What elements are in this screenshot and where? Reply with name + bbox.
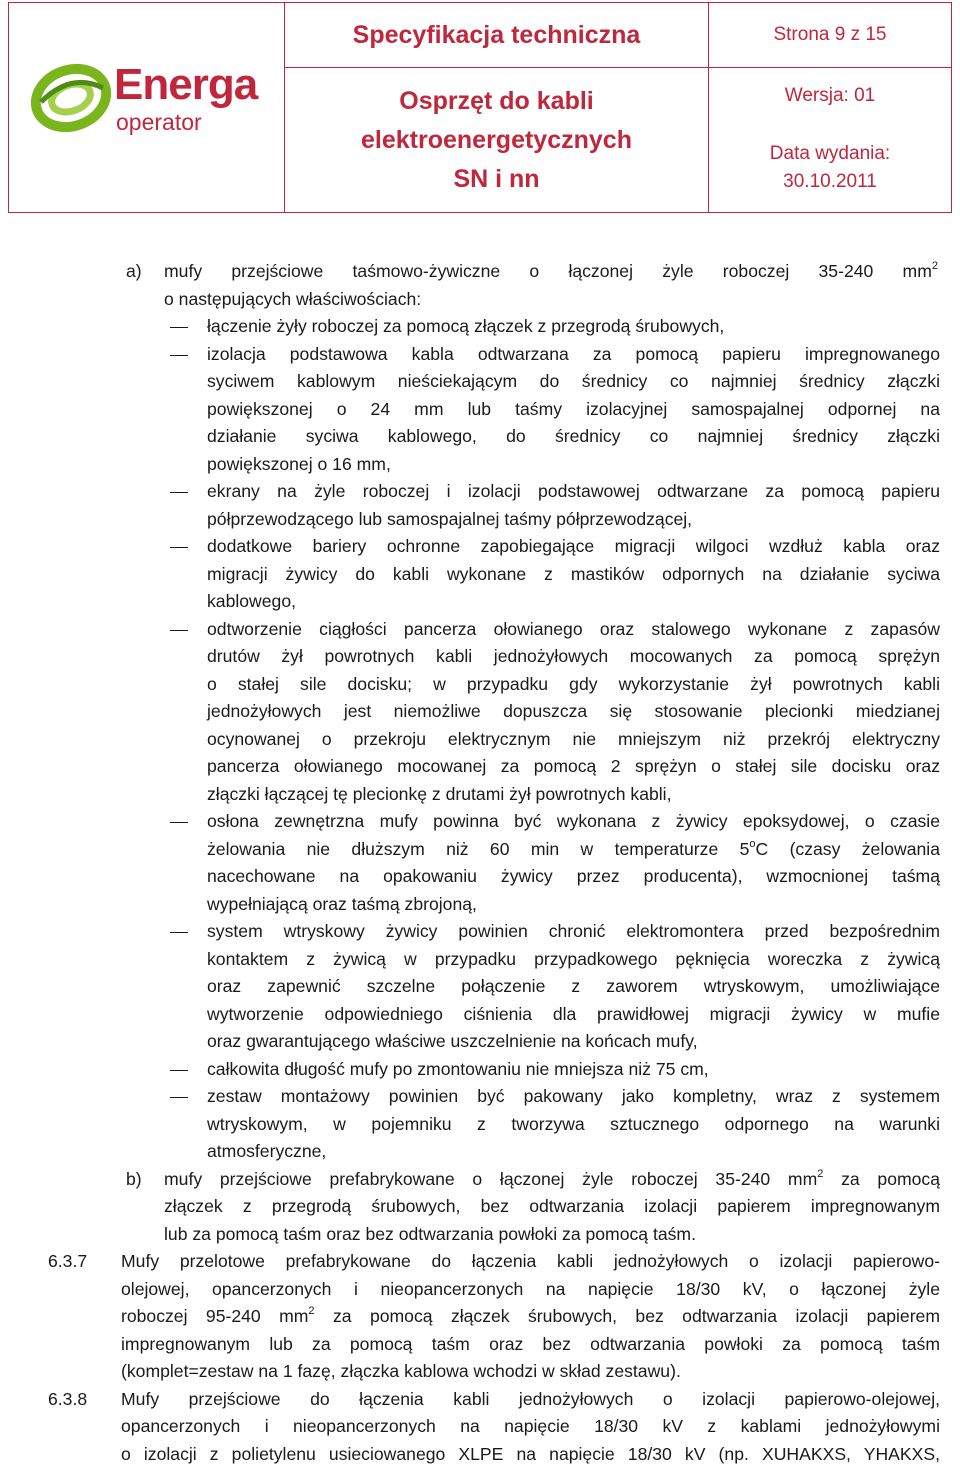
bullet-line [207,808,940,835]
text-run: złączki łączącej tę plecionkę z drutami żył powrotnych kabli, [207,783,672,804]
bullet-dash-icon [170,630,188,631]
bullet-dash-icon [170,1097,188,1098]
page-number-cell [709,3,952,68]
bullet-line [207,726,940,753]
bullet-line [207,671,940,698]
logo-cell [9,3,285,213]
date-value: 30.10.2011 [783,171,877,192]
bullet-line [207,423,940,450]
doc-subtitle-line-1: Osprzęt do kabli [399,86,594,115]
bullet-line [207,451,391,478]
superscript: 2 [817,1167,824,1180]
item-a-line [164,286,421,313]
text-run: o stałej sile docisku; w przypadku gdy wykorzystanie żył powrotnych kabli [207,673,940,694]
doc-subtitle-cell [285,68,709,213]
bullet-line [207,313,724,340]
energa-logo [31,58,276,153]
section-line [121,1386,940,1413]
text-run: C (czasy żelowania [755,838,940,859]
section-line [121,1358,681,1385]
section-line [121,1303,940,1330]
item-b-line [164,1193,940,1220]
item-b-label [126,1166,142,1193]
bullet-dash-icon [170,492,188,493]
superscript: 2 [308,1305,315,1317]
bullet-line [207,368,940,395]
version-date-cell [709,68,952,213]
date-label: Data wydania: [769,143,891,164]
section-line [121,1276,940,1303]
text-run: opancerzonych i nieopancerzonych na napięcie 18/30 kV z kablami jednożyłowymi [121,1416,940,1436]
text-run: Mufy przelotowe prefabrykowane do łączenia kabli jednożyłowych o izolacji papierowo- [121,1251,940,1271]
section-line [121,1248,940,1275]
bullet-line [207,533,940,560]
bullet-line [207,341,940,368]
energa-swirl-icon [31,62,111,132]
bullet-line [207,836,940,863]
logo-sub-text: operator [116,109,202,135]
bullet-line [207,1001,940,1028]
section-num: 6.3.8 [48,1388,88,1409]
bullet-line [207,1111,940,1138]
text-run: impregnowanym lub za pomocą taśm oraz bez odtwarzania powłoki za pomocą taśm [121,1333,940,1354]
text-run: dodatkowe bariery ochronne zapobiegające migracji wilgoci wzdłuż kabla oraz [207,536,940,556]
bullet-dash-icon [170,932,188,933]
item-a-label [126,258,142,285]
text-run: łączenie żyły roboczej za pomocą złączek z przegrodą śrubowych, [207,316,725,336]
text-run: drutów żył powrotnych kabli jednożyłowych mocowanych za pomocą sprężyn [207,646,940,666]
item-label: a) [126,261,142,281]
bullet-line [207,863,940,890]
text-run: o następujących właściwościach: [164,288,422,309]
bullet-line [207,588,296,615]
bullet-line [207,396,940,423]
text-run: całkowita długość mufy po zmontowaniu nie mniejsza niż 75 cm, [207,1058,709,1079]
text-run: olejowej, opancerzonych i nieopancerzonych na napięcie 18/30 kV, o łączonej żyle [121,1278,940,1299]
text-run: syciwem kablowym nieściekającym do średnicy co najmniej średnicy złączki [207,371,940,391]
text-run: wypełniającą oraz taśmą zbrojoną, [207,893,477,914]
bullet-dash-icon [170,1070,188,1071]
bullet-line [207,478,940,505]
section-line [121,1331,940,1358]
text-run: wtryskowym, w pojemniku z tworzywa sztucznego odpornego na warunki [207,1113,940,1134]
text-run: oraz gwarantującego właściwe uszczelnienie na końcach mufy, [207,1031,698,1051]
bullet-dash-icon [170,547,188,548]
bullet-line [207,643,940,670]
text-run: nacechowane na opakowaniu żywicy przez producenta), wzmocnionej taśmą [207,866,940,886]
bullet-line [207,698,940,725]
text-run: (komplet=zestaw na 1 fazę, złączka kablowa wchodzi w skład zestawu). [121,1361,681,1381]
section-line [121,1441,940,1468]
bullet-line [207,1028,698,1055]
bullet-line [207,946,940,973]
text-run: odtworzenie ciągłości pancerza ołowianego oraz stalowego wykonane z zapasów [207,618,940,639]
text-run: półprzewodzącego lub samospajalnej taśmy półprzewodzącej, [207,508,693,529]
bullet-line [207,561,940,588]
text-run: za pomocą złączek śrubowych, bez odtwarzania izolacji papierem [314,1306,941,1326]
text-run: działanie syciwa kablowego, do średnicy co najmniej średnicy złączki [207,426,940,446]
text-run: ekrany na żyle roboczej i izolacji podstawowej odtwarzane za pomocą papieru [207,481,940,501]
logo-brand-text: Energa [114,60,258,109]
superscript: o [749,837,756,850]
bullet-dash-icon [170,327,188,328]
bullet-line [207,616,940,643]
bullet-line [207,1083,940,1110]
text-run: osłona zewnętrzna mufy powinna być wykonana z żywicy epoksydowej, o czasie [207,811,940,831]
bullet-line [207,753,940,780]
bullet-line [207,1138,326,1165]
doc-subtitle-line-3: SN i nn [453,164,540,193]
text-run: Mufy przejściowe do łączenia kabli jednożyłowych o izolacji papierowo-olejowej, [121,1388,940,1409]
text-run: złączek z przegrodą śrubowych, bez odtwarzania izolacji papierem impregnowanym [164,1196,940,1216]
text-run: system wtryskowy żywicy powinien chronić elektromontera przed bezpośrednim [207,921,940,941]
text-run: powiększonej o 24 mm lub taśmy izolacyjnej samospajalnej odpornej na [207,398,940,419]
bullet-dash-icon [170,822,188,823]
section-line [121,1413,940,1440]
bullet-dash-icon [170,355,188,356]
text-run: kontaktem z żywicą w przypadku przypadkowego pęknięcia woreczka z żywicą [207,948,940,969]
text-run: atmosferyczne, [207,1141,327,1161]
page-number: Strona 9 z 15 [773,24,887,45]
text-run: mufy przejściowe prefabrykowane o łączonej żyle roboczej 35-240 mm [164,1168,818,1189]
item-a-line [164,258,938,285]
bullet-line [207,973,940,1000]
text-run: kablowego, [207,591,297,611]
text-run: mufy przejściowe taśmowo-żywiczne o łączonej żyle roboczej 35-240 mm [164,261,932,281]
text-run: za pomocą [823,1168,940,1189]
bullet-line [207,781,671,808]
text-run: o izolacji z polietylenu usieciowanego XLPE na napięcie 18/30 kV (np. XUHAKXS, YHAKXS, [121,1443,940,1464]
section-num: 6.3.7 [48,1251,88,1271]
text-run: zestaw montażowy powinien być pakowany jako kompletny, wraz z systemem [207,1086,940,1106]
bullet-line [207,1056,709,1083]
text-run: pancerza ołowianego mocowanej za pomocą 2 sprężyn o stałej sile docisku oraz [207,756,940,776]
header-table [8,2,952,213]
superscript: 2 [931,260,938,272]
bullet-line [207,506,692,533]
text-run: powiększonej o 16 mm, [207,453,391,474]
text-run: jednożyłowych jest niemożliwe dopuszcza się stosowanie plecionki miedzianej [207,701,940,721]
doc-title-cell [285,3,709,68]
text-run: roboczej 95-240 mm [121,1306,309,1326]
bullet-line [207,891,477,918]
item-label: b) [126,1168,142,1189]
bullet-line [207,918,940,945]
text-run: wytworzenie odpowiedniego ciśnienia dla prawidłowej migracji żywicy w mufie [207,1003,940,1024]
item-b-line [164,1221,696,1248]
text-run: lub za pomocą taśm oraz bez odtwarzania powłoki za pomocą taśm. [164,1223,696,1244]
item-b-line [164,1166,940,1193]
doc-subtitle-line-2: elektroenergetycznych [361,125,632,154]
section-number [48,1386,87,1413]
doc-title: Specyfikacja techniczna [352,20,641,49]
text-run: ocynowanej o przekroju elektrycznym nie mniejszym niż przekrój elektryczny [207,728,940,749]
text-run: oraz zapewnić szczelne połączenie z zaworem wtryskowym, umożliwiające [207,976,940,996]
text-run: izolacja podstawowa kabla odtwarzana za pomocą papieru impregnowanego [207,343,940,364]
text-run: migracji żywicy do kabli wykonane z mastików odpornych na działanie syciwa [207,563,940,584]
text-run: żelowania nie dłuższym niż 60 min w temperaturze 5 [207,838,750,859]
section-number [48,1248,87,1275]
version: Wersja: 01 [784,85,876,106]
